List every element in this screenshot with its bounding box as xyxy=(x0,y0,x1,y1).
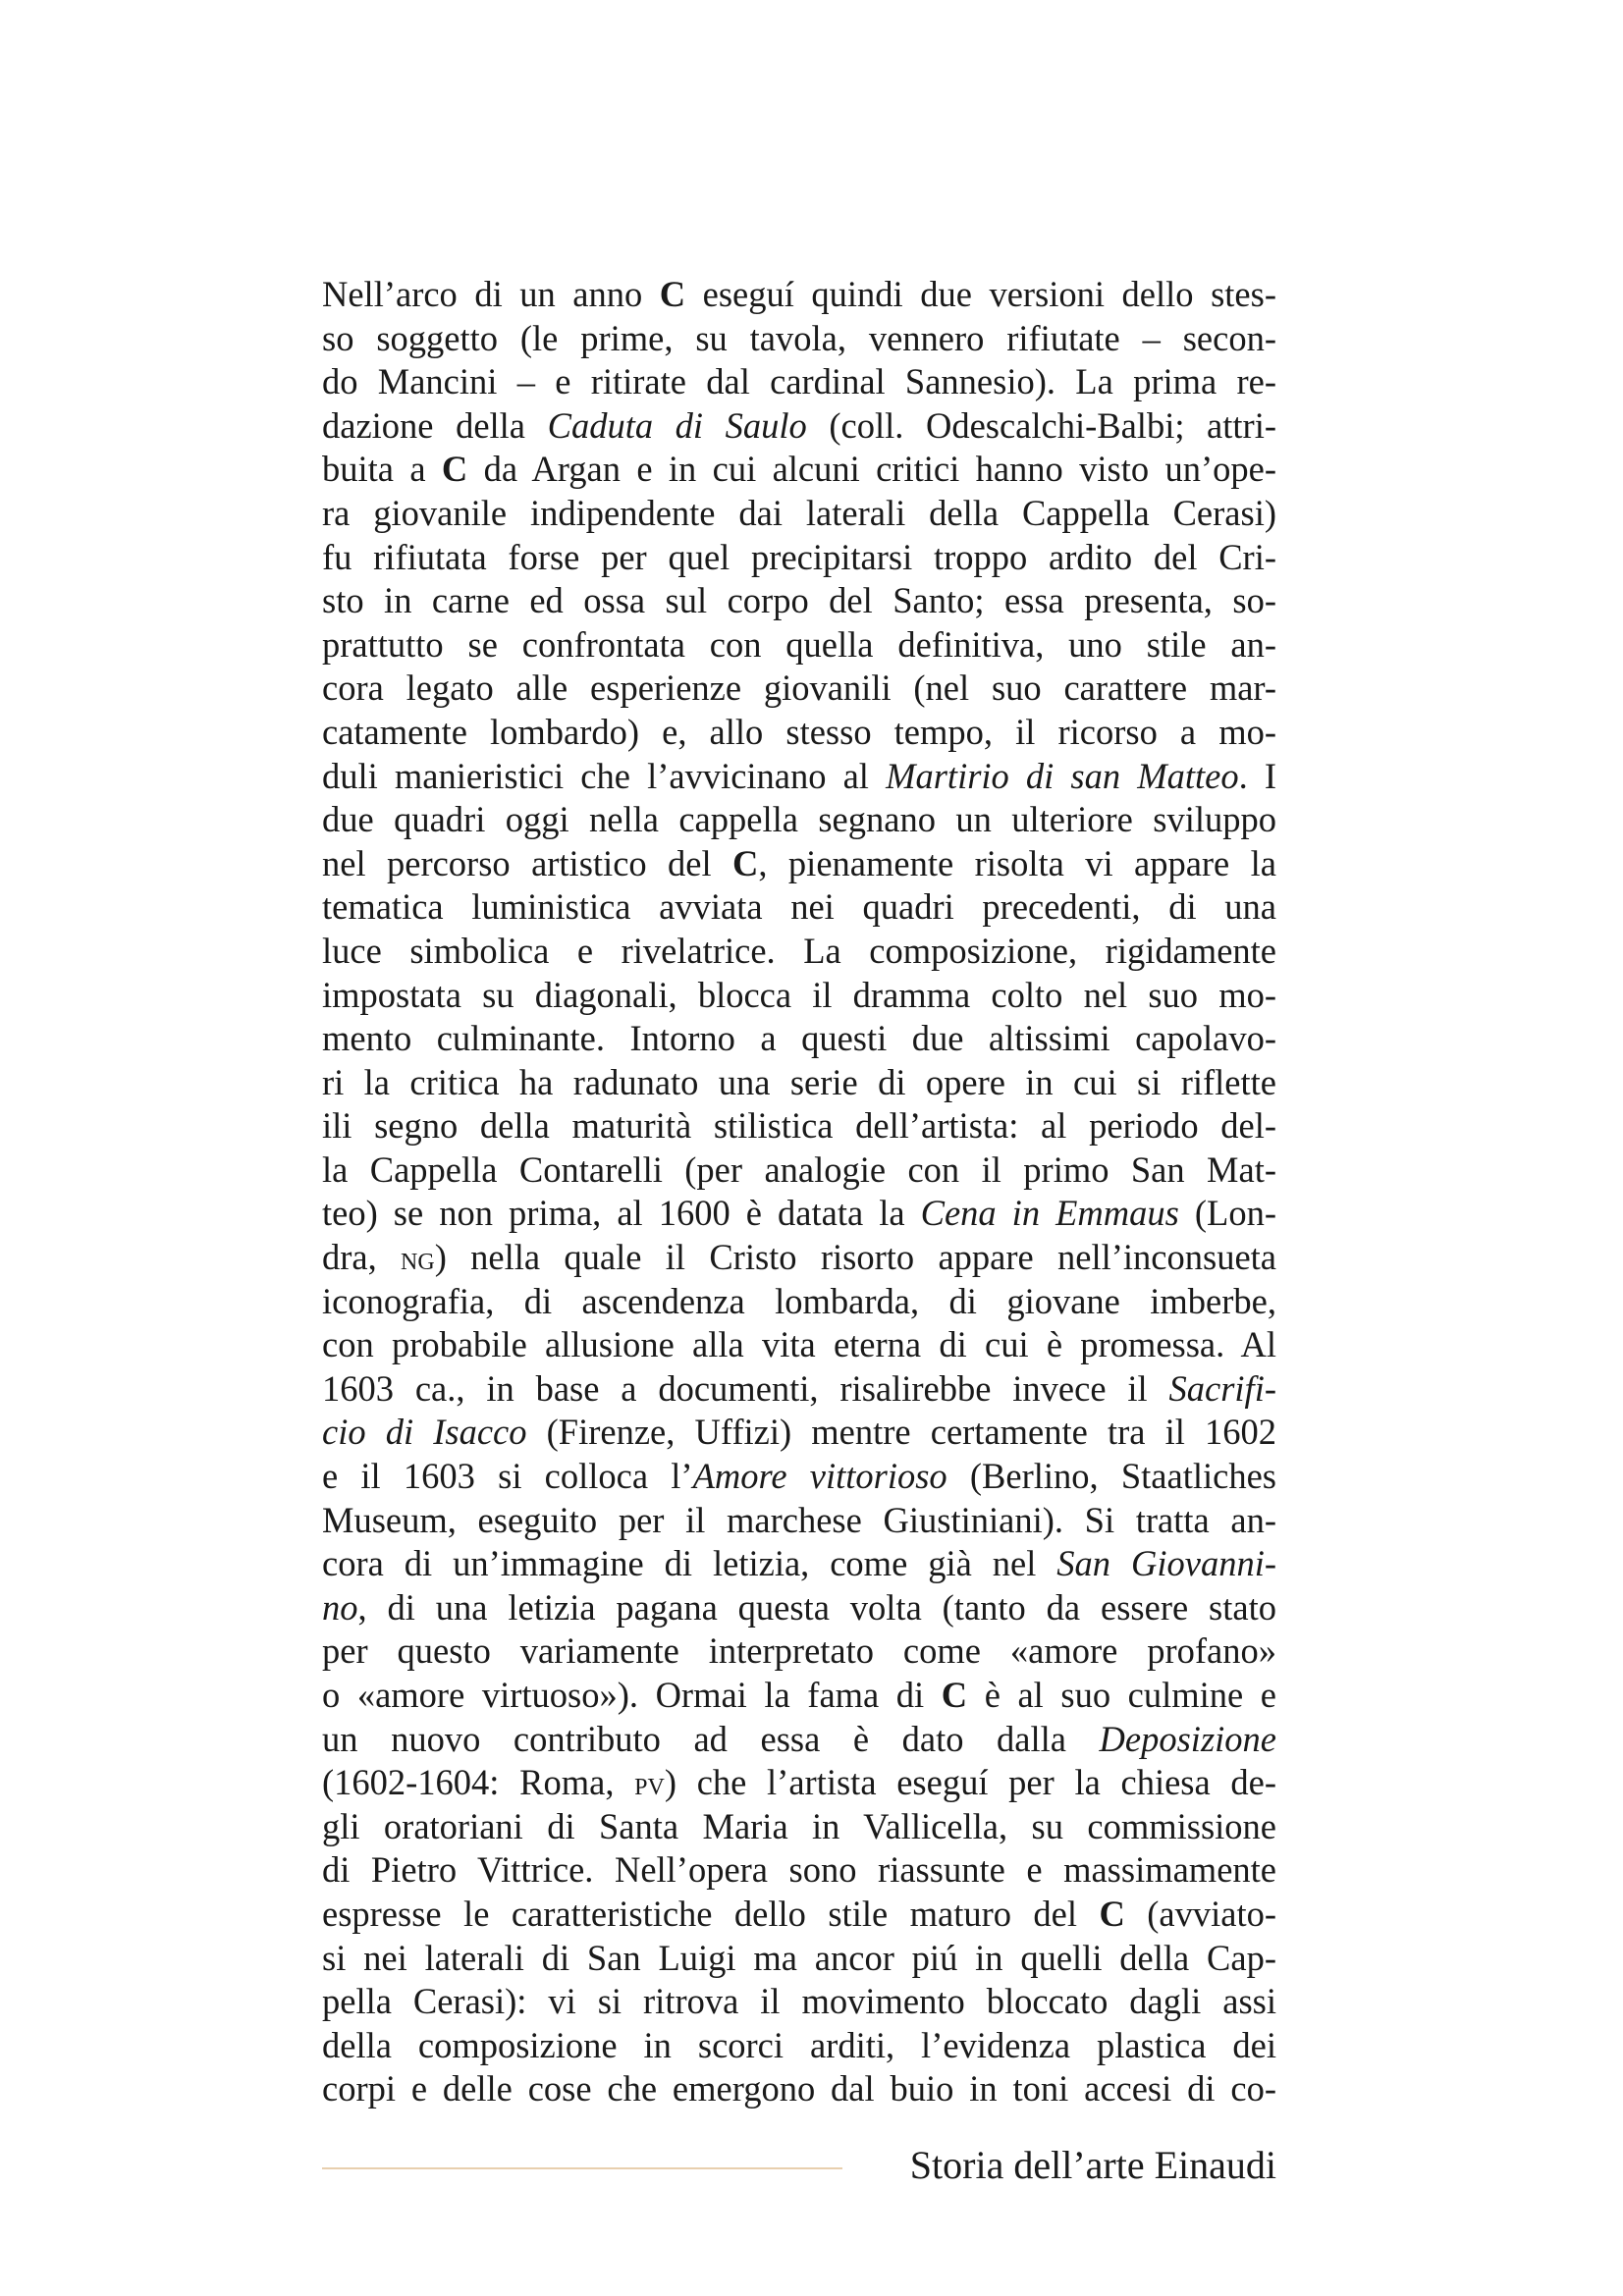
bold-initial: C xyxy=(441,449,468,490)
text-line xyxy=(322,2024,1276,2068)
text-line xyxy=(322,404,1276,449)
text-segment: pella Cerasi): vi si ritrova il movimento bloccato dagli assi xyxy=(322,1981,1276,2022)
text-segment: teo) se non prima, al 1600 è datata la xyxy=(322,1193,921,1234)
text-line xyxy=(322,1192,1276,1236)
footer-rule xyxy=(322,2167,842,2169)
text-line xyxy=(322,885,1276,930)
text-line xyxy=(322,1061,1276,1105)
text-line xyxy=(322,1805,1276,1849)
bold-initial: C xyxy=(659,274,686,314)
text-line xyxy=(322,273,1276,317)
small-caps-abbrev: ng xyxy=(401,1241,435,1278)
text-line xyxy=(322,1893,1276,1937)
text-segment: mento culminante. Intorno a questi due altissimi capolavo- xyxy=(322,1018,1276,1059)
text-segment: Museum, eseguito per il marchese Giustiniani). Si tratta an- xyxy=(322,1499,1276,1540)
italic-title: Sacrifi- xyxy=(1168,1367,1276,1409)
text-segment: o «amore virtuoso»). Ormai la fama di xyxy=(322,1675,942,1715)
text-segment: espresse le caratteristiche dello stile maturo del xyxy=(322,1893,1100,1934)
text-line xyxy=(322,1323,1276,1367)
text-line xyxy=(322,1980,1276,2024)
text-segment: la Cappella Contarelli (per analogie con il primo San Mat- xyxy=(322,1148,1276,1190)
text-segment: (Berlino, Staatliches xyxy=(947,1456,1276,1497)
text-line xyxy=(322,1148,1276,1193)
text-segment: duli manieristici che l’avvicinano al xyxy=(322,755,887,796)
italic-title: Caduta di Saulo xyxy=(547,404,807,446)
text-line xyxy=(322,1455,1276,1499)
text-line xyxy=(322,755,1276,799)
text-line xyxy=(322,798,1276,842)
text-line xyxy=(322,1280,1276,1324)
text-line xyxy=(322,360,1276,404)
text-segment: luce simbolica e rivelatrice. La composizione, rigidamente xyxy=(322,930,1276,971)
text-segment: impostata su diagonali, blocca il dramma colto nel suo mo- xyxy=(322,974,1276,1015)
text-line xyxy=(322,711,1276,755)
text-segment: dra, xyxy=(322,1237,402,1278)
text-segment: con probabile allusione alla vita eterna di cui è promessa. Al xyxy=(322,1324,1276,1365)
text-line xyxy=(322,1236,1276,1280)
text-line xyxy=(322,1017,1276,1061)
text-segment: cora di un’immagine di letizia, come già nel xyxy=(322,1543,1057,1584)
text-line xyxy=(322,1629,1276,1674)
italic-title: Deposizione xyxy=(1099,1718,1276,1759)
text-segment: cora legato alle esperienze giovanili (nel suo carattere mar- xyxy=(322,667,1276,709)
italic-title: no xyxy=(322,1586,358,1628)
text-segment: catamente lombardo) e, allo stesso tempo, il ricorso a mo- xyxy=(322,711,1276,752)
text-segment: ri la critica ha radunato una serie di opere in cui si riflette xyxy=(322,1061,1276,1102)
text-segment: 1603 ca., in base a documenti, risalirebbe invece il xyxy=(322,1367,1169,1409)
text-segment: nel percorso artistico del xyxy=(322,842,733,883)
bold-initial: C xyxy=(1099,1893,1125,1934)
text-segment: (Lon- xyxy=(1178,1193,1276,1234)
text-line xyxy=(322,317,1276,361)
text-line xyxy=(322,448,1276,492)
text-segment: (Firenze, Uffizi) mentre certamente tra il 1602 xyxy=(526,1412,1276,1453)
text-line xyxy=(322,667,1276,711)
text-segment: corpi e delle cose che emergono dal buio in toni accesi di co- xyxy=(322,2068,1276,2109)
bold-initial: C xyxy=(732,842,759,883)
text-segment: eseguí quindi due versioni dello stes- xyxy=(685,274,1276,314)
text-segment: e il 1603 si colloca l’ xyxy=(322,1456,693,1497)
text-line xyxy=(322,974,1276,1018)
text-segment: due quadri oggi nella cappella segnano un ulteriore sviluppo xyxy=(322,799,1276,840)
text-line xyxy=(322,623,1276,667)
text-segment: (avviato- xyxy=(1124,1893,1277,1934)
text-segment: un nuovo contributo ad essa è dato dalla xyxy=(322,1718,1100,1759)
text-segment: ra giovanile indipendente dai laterali della Cappella Cerasi) xyxy=(322,492,1276,533)
bold-initial: C xyxy=(941,1675,968,1715)
text-segment: iconografia, di ascendenza lombarda, di giovane imberbe, xyxy=(322,1280,1276,1321)
body-text xyxy=(322,273,1276,2111)
text-segment: prattutto se confrontata con quella definitiva, uno stile an- xyxy=(322,623,1276,665)
text-segment: (1602-1604: Roma, xyxy=(322,1762,635,1803)
text-segment: dazione della xyxy=(322,404,548,446)
text-segment: per questo variamente interpretato come «amore profano» xyxy=(322,1630,1276,1672)
text-line xyxy=(322,492,1276,536)
text-segment: è al suo culmine e xyxy=(967,1675,1276,1715)
text-line xyxy=(322,1367,1276,1412)
text-line xyxy=(322,1718,1276,1762)
text-segment: do Mancini – e ritirate dal cardinal Sannesio). La prima re- xyxy=(322,361,1276,402)
text-line xyxy=(322,536,1276,580)
text-segment: (coll. Odescalchi-Balbi; attri- xyxy=(806,404,1276,446)
text-segment: so soggetto (le prime, su tavola, vennero rifiutate – secon- xyxy=(322,317,1276,358)
italic-title: Amore vittorioso xyxy=(692,1456,947,1497)
text-line xyxy=(322,1674,1276,1718)
text-segment: ili segno della maturità stilistica dell’artista: al periodo del- xyxy=(322,1105,1276,1147)
text-segment: tematica luministica avviata nei quadri precedenti, di una xyxy=(322,886,1276,928)
italic-title: Cena in Emmaus xyxy=(920,1193,1179,1234)
text-segment: da Argan e in cui alcuni critici hanno visto un’ope- xyxy=(467,449,1276,490)
text-segment: fu rifiutata forse per quel precipitarsi troppo ardito del Cri- xyxy=(322,536,1276,577)
text-line xyxy=(322,1104,1276,1148)
text-segment: ) che l’artista eseguí per la chiesa de- xyxy=(664,1762,1276,1803)
text-line xyxy=(322,1848,1276,1893)
text-segment: . I xyxy=(1238,755,1276,796)
text-segment: , pienamente risolta vi appare la xyxy=(758,842,1276,883)
text-line xyxy=(322,2067,1276,2111)
text-segment: si nei laterali di San Luigi ma ancor piú in quelli della Cap- xyxy=(322,1937,1276,1978)
text-segment: della composizione in scorci arditi, l’evidenza plastica dei xyxy=(322,2024,1276,2065)
text-segment: sto in carne ed ossa sul corpo del Santo; essa presenta, so- xyxy=(322,580,1276,621)
small-caps-abbrev: pv xyxy=(634,1766,665,1803)
text-line xyxy=(322,1761,1276,1805)
footer-title: Storia dell’arte Einaudi xyxy=(909,2143,1276,2187)
text-line xyxy=(322,1586,1276,1630)
text-line xyxy=(322,579,1276,623)
italic-title: cio di Isacco xyxy=(322,1412,527,1453)
text-segment: di Pietro Vittrice. Nell’opera sono riassunte e massimamente xyxy=(322,1849,1276,1891)
text-line xyxy=(322,930,1276,974)
text-segment: gli oratoriani di Santa Maria in Vallicella, su commissione xyxy=(322,1805,1276,1846)
text-line xyxy=(322,1411,1276,1455)
text-line xyxy=(322,1542,1276,1586)
text-segment: , di una letizia pagana questa volta (tanto da essere stato xyxy=(357,1586,1276,1628)
text-line xyxy=(322,1937,1276,1981)
text-line xyxy=(322,1499,1276,1543)
italic-title: San Giovanni- xyxy=(1056,1543,1276,1584)
text-segment: Nell’arco di un anno xyxy=(322,274,660,314)
text-segment: buita a xyxy=(322,449,442,490)
text-segment: ) nella quale il Cristo risorto appare nell’inconsueta xyxy=(434,1237,1276,1278)
text-line xyxy=(322,842,1276,886)
italic-title: Martirio di san Matteo xyxy=(886,755,1239,796)
